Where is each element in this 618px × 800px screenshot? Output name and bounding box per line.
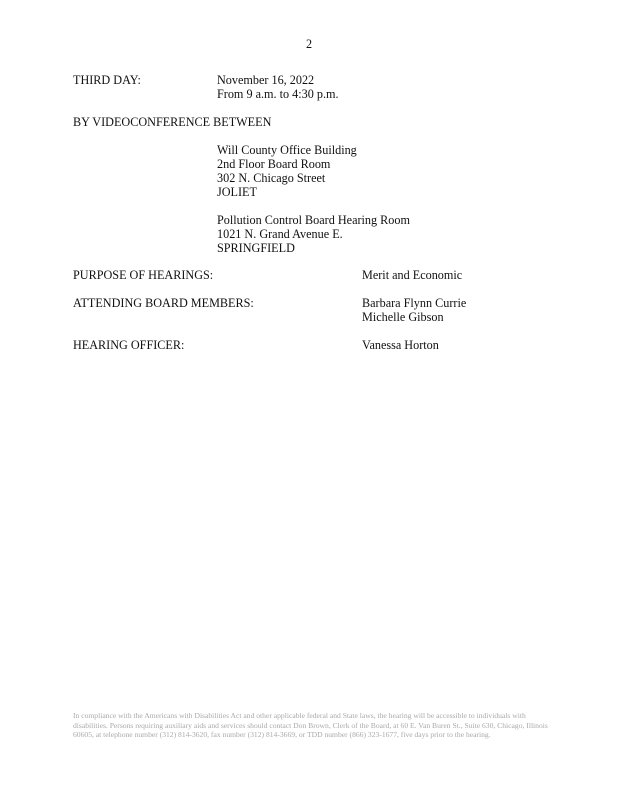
officer-label: HEARING OFFICER: — [73, 338, 185, 352]
location-line: Pollution Control Board Hearing Room — [217, 213, 410, 227]
videoconference-heading: BY VIDEOCONFERENCE BETWEEN — [73, 115, 272, 129]
location-line: Will County Office Building — [217, 143, 357, 157]
page-number: 2 — [305, 37, 313, 51]
member-name: Michelle Gibson — [362, 310, 444, 324]
purpose-label: PURPOSE OF HEARINGS: — [73, 268, 214, 282]
members-label: ATTENDING BOARD MEMBERS: — [73, 296, 254, 310]
day-label: THIRD DAY: — [73, 73, 141, 87]
location-city: JOLIET — [217, 185, 257, 199]
location-line: 2nd Floor Board Room — [217, 157, 331, 171]
hearing-date: November 16, 2022 — [217, 73, 315, 87]
hearing-time: From 9 a.m. to 4:30 p.m. — [217, 87, 339, 101]
purpose-value: Merit and Economic — [362, 268, 463, 282]
member-name: Barbara Flynn Currie — [362, 296, 467, 310]
location-city: SPRINGFIELD — [217, 241, 295, 255]
location-line: 302 N. Chicago Street — [217, 171, 326, 185]
ada-compliance-note: In compliance with the Americans with Disabilities Act and other applicable federal and State laws, the hearing will be accessible to individuals with disabilities. Persons requiring auxiliary aids and services should contact Don Brown, Clerk of the Board, at 60 E. Van Buren St., Suite 630, Chicago, Illinois 60605, at telephone number (312) 814-3620, fax number (312) 814-3669, or TDD number (866) 323-1677, five days prior to the hearing. — [73, 711, 548, 740]
officer-value: Vanessa Horton — [362, 338, 439, 352]
location-line: 1021 N. Grand Avenue E. — [217, 227, 343, 241]
